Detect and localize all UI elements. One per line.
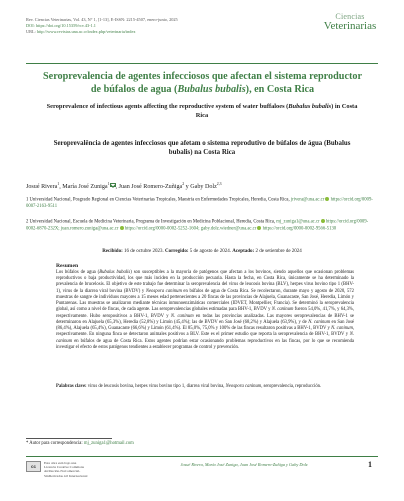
title-portuguese: Seroprevalência de agentes infecciosos que afetam o sistema reprodutivo de búfalos de água (Bubalus bubalis) na Costa Rica xyxy=(53,140,351,157)
received-label: Recibido: xyxy=(102,249,123,254)
page-number: 1 xyxy=(368,460,372,469)
keywords-text: , seroprevalencia, reproducción. xyxy=(261,384,322,389)
license-line: Atribución-NoComercial- xyxy=(44,469,81,474)
title-spanish xyxy=(40,70,365,96)
abstract-heading: Resumen xyxy=(56,263,79,269)
accepted-label: Aceptado: xyxy=(232,249,255,254)
aff2-text: Universidad Nacional, Escuela de Medicina Veterinaria, Programa de Investigación en Medicina Poblacional, Heredia, Costa Rica, xyxy=(28,219,277,225)
corrected-date: 5 de agosto de 2024 xyxy=(189,249,230,254)
aff1-text: Universidad Nacional, Posgrado Regional en Ciencias Veterinarias Tropicales, Maestría en Enfermedades Tropicales, Heredia, Costa Rica, xyxy=(28,197,291,203)
title-es-part2: ), en Costa Rica xyxy=(245,84,315,95)
keywords-text: virus de leucosis bovina, herpes virus bovino tipo 1, diarrea viral bovina, xyxy=(86,384,226,389)
journal-meta-line: Rev. Ciencias Veterinarias, Vol. 43, N° 1, [1-13], E-ISSN: 2215-4507, enero-junio, 2025 xyxy=(26,17,178,22)
journal-url-link[interactable]: http://www.revistas.una.ac.cr/index.php/veterinaria/index xyxy=(36,29,136,34)
received-date: 16 de octubre 2023 xyxy=(124,249,163,254)
keywords-label: Palabras clave: xyxy=(56,384,87,389)
abstract-species: Bubalus bubalis xyxy=(99,270,131,275)
aff2-email-link-2[interactable]: juan.romero.zuniga@una.ac.cr xyxy=(60,226,119,232)
affiliation-1 xyxy=(26,197,378,210)
author-4: y Gaby Dolz xyxy=(184,184,217,191)
abstract-species: N. caninum xyxy=(271,307,294,313)
keywords xyxy=(56,384,354,390)
footnote-divider xyxy=(26,438,112,439)
creative-commons-badge[interactable]: cc xyxy=(26,461,41,472)
orcid-icon xyxy=(321,219,325,223)
author-4-sup: 2,3 xyxy=(216,182,222,186)
footer-divider xyxy=(26,456,378,457)
aff1-number: 1 xyxy=(26,197,29,203)
abstract-text: en San José (86,4%), Alajuela (65,4%), Guanacaste (66,6%) y Limón (61,4%). El 85,0%, 75,0% y 100% de las fincas resultaron positivas a BHV-1, BVDV y xyxy=(56,319,354,332)
author-1: Josué Rivera xyxy=(26,184,58,191)
abstract-text: Los búfalos de agua ( xyxy=(56,270,100,275)
url-label: URL: xyxy=(26,29,36,34)
abstract-text: , respectivamente. En ninguna finca se detectaron animales positivos a BLV. Este es el primer estudio que reporta la seroprevalencia de BHV-1, BVDV y xyxy=(56,326,354,338)
aff2-orcid-link-3[interactable]: https://orcid.org/0000-0002-9566-5130 xyxy=(262,226,337,232)
orcid-icon xyxy=(120,226,124,230)
journal-logo xyxy=(317,12,383,32)
title-es-species: Bubalus bubalis xyxy=(177,84,246,95)
author-1-sup: 1 xyxy=(57,182,60,186)
abstract-species: Neospora caninum xyxy=(145,288,182,294)
title-english xyxy=(45,103,359,120)
orcid-icon xyxy=(325,197,329,201)
url-line xyxy=(26,29,326,35)
corrected-label: Corregido: xyxy=(164,249,189,254)
aff2-email-link-3[interactable]: gaby.dolz.wiedner@una.ac.cr xyxy=(200,226,257,232)
logo-line-top: Ciencias xyxy=(335,12,365,21)
title-es-part1: Seroprevalencia de agentes infecciosos que afectan el sistema reproductor de búfalos de agua ( xyxy=(43,71,362,95)
email-icon[interactable] xyxy=(107,182,116,187)
footer-author-citation: Josué Rivera, María José Zuniga, Juan José Romero-Zuñiga y Gaby Dolz xyxy=(180,462,308,467)
author-3: , Juan José Romero-Zuñiga xyxy=(115,184,183,191)
affiliation-2 xyxy=(26,219,378,233)
aff2-orcid-link-2[interactable]: https://orcid.org/0000-0002-5252-1604; xyxy=(124,226,200,232)
submission-dates: Recibido: 16 de octubre 2023. Corregido: 5 de agosto de 2024. Aceptado: 2 de setiembre de 2024 xyxy=(102,249,302,254)
aff1-email-link[interactable]: jrivera@una.ac.cr xyxy=(290,197,325,203)
author-list xyxy=(26,180,376,191)
footnote-marker: * xyxy=(26,441,29,446)
license-line: SinDerivadas 4.0 Internacional xyxy=(44,473,88,478)
author-2-sup: 1 xyxy=(107,182,110,186)
aff2-number: 2 xyxy=(26,219,29,225)
aff2-email-link-1[interactable]: mj_zuniga1@una.ac.cr xyxy=(276,219,320,225)
abstract-body xyxy=(56,270,354,351)
abstract-species: N. caninum xyxy=(308,319,331,325)
aff2-orcid-link-1[interactable]: https://orcid.org/0009-0002-6870-232X; xyxy=(26,219,369,232)
abstract-species: N. caninum xyxy=(170,313,194,319)
abstract-text: en todas las provincias analizadas. Las mayores seroprevalencias de BHV-1 se determinaron en Alajuela (65,3%), Heredia (52,8%) y Limón (45,4%); las de BVDV en San José (68,2%) y Alajuela (63,9%), y de xyxy=(56,313,354,325)
accepted-date: 2 de setiembre de 2024 xyxy=(255,249,302,254)
abstract-text: en búfalos de agua de Costa Rica. Se recolectaron, durante mayo y agosto de 2020, 572 muestras de sangre de individuos mayores a 15 meses edad pertenecientes a 20 fincas de las provincias de Alajuela, Guanacaste, San José, Heredia, Limón y Puntarenas. Las muestras se analizaron mediante técnicas inmunoenzimáticas comerciales (IDVET, Montpellier, Francia). Se determinó la seroprevalencia global, así como a nivel de fincas, de cada agente. Las seroprevalencias globales estimadas para BHV-1, BVDV y xyxy=(56,288,354,313)
footnote-text: Autor para correspondencia: xyxy=(29,441,84,446)
header-divider xyxy=(26,63,378,64)
corresponding-author-note xyxy=(26,441,134,447)
title-en-part2: ) in Costa Rica xyxy=(195,103,358,119)
orcid-icon xyxy=(257,226,261,230)
abstract-text: ) son susceptibles a la mayoría de patógenos que afectan a los bovinos, siendo aquellos que ocasionan problemas reproductivos o baja productividad, los que más inciden en la producción pecuaria. Hasta la fecha, en Costa Rica, únicamente se ha determinado la prevalencia de brucelosis. El objetivo de este trabajo fue determinar la seroprevalencia del virus de leucosis bovina (BLV), herpes virus bovino tipo 1 (BHV-1), virus de la diarrea viral bovina (BVDV) y xyxy=(56,270,355,294)
license-line: Licencia Creative Commons xyxy=(44,465,85,470)
title-en-species: Bubalus bubalis xyxy=(288,103,332,110)
doi-link[interactable]: DOI: https://doi.org/10.15359/rcv.43-1.1 xyxy=(26,23,96,28)
abstract-species: N. caninum xyxy=(331,326,353,332)
keywords-species: Neospora caninum xyxy=(225,384,262,389)
aff1-orcid-link[interactable]: https://orcid.org/0009-0007-2163-9511 xyxy=(26,197,373,209)
corresponding-email-link[interactable]: mj_zuniga1@hotmail.com xyxy=(83,441,134,446)
abstract-text: fueron 54,0%, 41,7%, y 64,3%, respectivamente. Hubo seropositivos a BHV-1, BVDV y xyxy=(56,307,354,319)
author-2: , María José Zuniga xyxy=(59,184,108,191)
title-en-part1: Seroprevalence of infectious agents affecting the reproductive system of water buffaloes ( xyxy=(46,103,289,110)
license-line: Esta obra está bajo una xyxy=(44,461,77,465)
journal-meta xyxy=(26,17,326,35)
abstract-text: en búfalos de agua de Costa Rica. Estos agentes podrían estar ocasionando problemas reproductivos en las fincas, por lo que se recomienda investigar el efecto de estos patógenos tendientes a establecer programas de control y prevención. xyxy=(56,338,354,350)
logo-line-bottom: Veterinarias xyxy=(323,20,377,32)
author-3-sup: 2 xyxy=(182,182,185,186)
license-text xyxy=(44,461,104,478)
abstract-species: N. caninum xyxy=(56,332,354,344)
